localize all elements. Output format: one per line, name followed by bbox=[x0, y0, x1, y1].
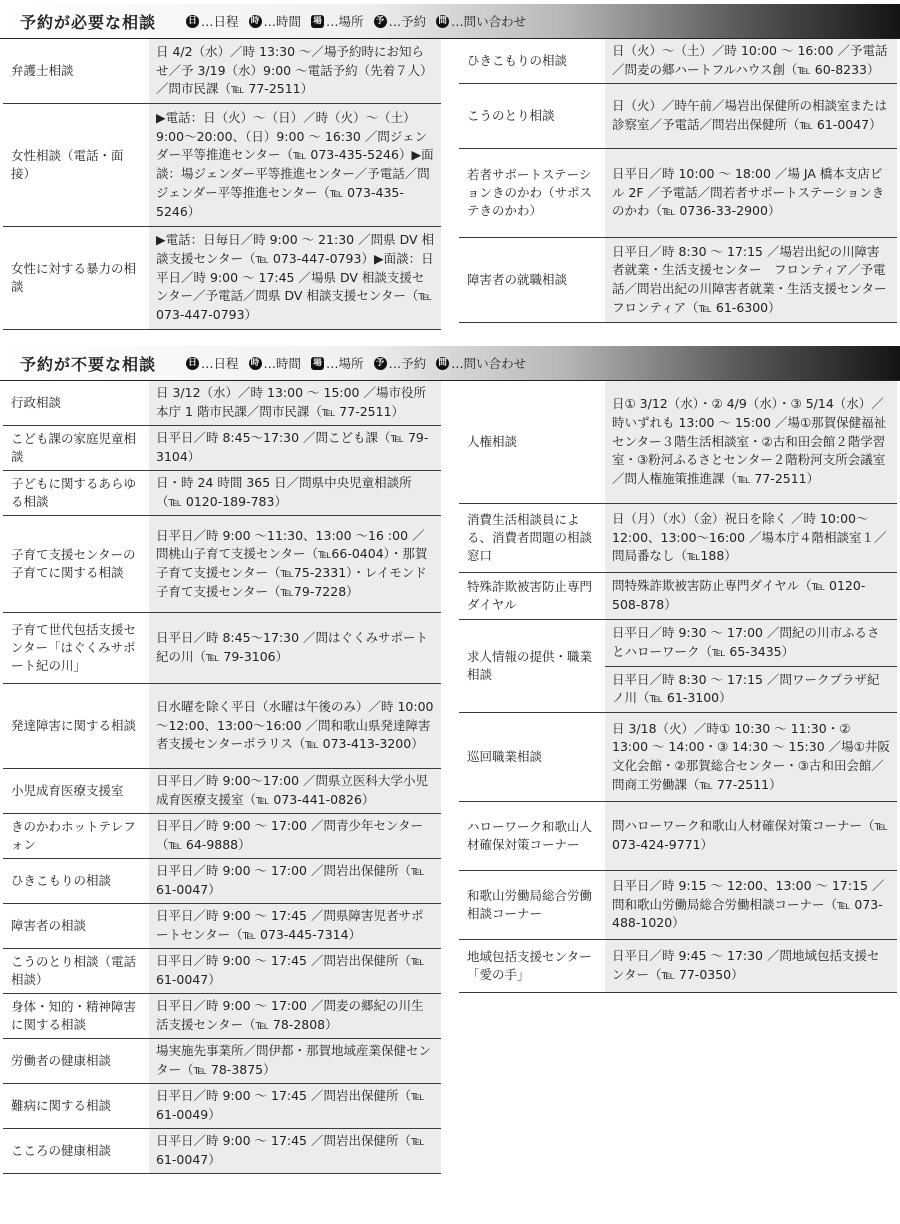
right-column bbox=[459, 39, 900, 330]
reservation-not-required-section bbox=[0, 346, 900, 1174]
consult-label: 女性相談（電話・面接） bbox=[3, 104, 149, 226]
consult-detail: 日平日／時 9:00 ～ 17:00 ／問岩出保健所（℡ 61-0047） bbox=[149, 859, 441, 903]
consult-detail: 日・時 24 時間 365 日／問県中央児童相談所（℡ 0120-189-783） bbox=[149, 471, 441, 515]
consult-detail: 日（火）／時午前／場岩出保健所の相談室または診察室／予電話／問岩出保健所（℡ 61-0047） bbox=[605, 84, 897, 148]
reservation-required-section bbox=[0, 4, 900, 330]
consult-label: 人権相談 bbox=[459, 381, 605, 503]
table-row bbox=[3, 1039, 441, 1084]
table-row bbox=[459, 504, 897, 573]
consult-label: 身体・知的・精神障害に関する相談 bbox=[3, 994, 149, 1038]
table-row bbox=[459, 871, 897, 940]
table-row bbox=[459, 620, 897, 713]
time-icon: 時 bbox=[249, 357, 262, 370]
legend-reserve: 予 …予約 bbox=[372, 12, 427, 30]
table-row bbox=[459, 39, 897, 84]
consult-label: 求人情報の提供・職業相談 bbox=[459, 620, 605, 712]
section-title: 予約が不要な相談 bbox=[20, 354, 157, 374]
consult-label: 女性に対する暴力の相談 bbox=[3, 227, 149, 329]
consult-detail: 日平日／時 10:00 ～ 18:00 ／場 JA 橋本支店ビル 2F ／予電話／問若者サポートステーションきのかわ（℡ 0736-33-2900） bbox=[605, 149, 897, 237]
consult-detail: 日 4/2（水）／時 13:30 ～／場予約時にお知らせ／予 3/19（水）9:00 ～電話予約（先着７人）／問市民課（℡ 77-2511） bbox=[149, 39, 441, 103]
table-row bbox=[3, 39, 441, 104]
place-icon: 場 bbox=[311, 357, 324, 370]
consult-label: 小児成育医療支援室 bbox=[3, 769, 149, 813]
legend-reserve: 予 …予約 bbox=[372, 354, 427, 372]
consult-detail: 日平日／時 8:30 ～ 17:15 ／問ワークプラザ紀ノ川（℡ 61-3100） bbox=[605, 666, 897, 713]
table-row bbox=[459, 149, 897, 238]
legend-date: 日 …日程 bbox=[184, 354, 239, 372]
legend-place: 場 …場所 bbox=[309, 354, 364, 372]
table-row bbox=[3, 904, 441, 949]
consult-detail: ▶電話：日（火）～（日）／時（火）～（土）9:00～20:00、（日）9:00 ～ 16:30 ／問ジェンダー平等推進センター（℡ 073-435-5246）▶面談：場ジェンダー平等推進センター／予電話／問ジェンダー平等推進センター（℡ 073-435-5246） bbox=[149, 104, 441, 226]
consult-label: 巡回職業相談 bbox=[459, 713, 605, 801]
consult-label: こども課の家庭児童相談 bbox=[3, 426, 149, 470]
consult-detail: 日平日／時 9:00 ～ 17:45 ／問岩出保健所（℡ 61-0047） bbox=[149, 949, 441, 993]
inquiry-icon: 問 bbox=[436, 357, 449, 370]
consult-detail: 日 3/12（水）／時 13:00 ～ 15:00 ／場市役所本庁 1 階市民課／問市民課（℡ 77-2511） bbox=[149, 381, 441, 425]
consult-detail: 日平日／時 9:00 ～ 17:45 ／問県障害児者サポートセンター（℡ 073-445-7314） bbox=[149, 904, 441, 948]
consult-detail: 問特殊詐欺被害防止専門ダイヤル（℡ 0120-508-878） bbox=[605, 573, 897, 619]
table-row bbox=[3, 516, 441, 613]
consult-label: きのかわホットテレフォン bbox=[3, 814, 149, 858]
consult-detail: 日平日／時 8:30 ～ 17:15 ／場岩出紀の川障害者就業・生活支援センター フロンティア／予電話／問岩出紀の川障害者就業・生活支援センター フロンティア（℡ 61-6300） bbox=[605, 238, 897, 322]
legend-place: 場 …場所 bbox=[309, 12, 364, 30]
consult-detail: 日平日／時 9:30 ～ 17:00 ／問紀の川市ふるさとハローワーク（℡ 65-3435） bbox=[612, 625, 880, 659]
legend bbox=[184, 354, 534, 372]
legend bbox=[184, 12, 534, 30]
table-row bbox=[3, 684, 441, 769]
section-title: 予約が必要な相談 bbox=[20, 12, 157, 32]
table-row bbox=[459, 713, 897, 802]
consult-detail: 日 3/18（火）／時① 10:30 ～ 11:30・② 13:00 ～ 14:00・③ 14:30 ～ 15:30 ／場①井阪文化会館・②那賀総合センター・③古和田会館／問商工労働課（℡ 77-2511） bbox=[605, 713, 897, 801]
right-column bbox=[459, 381, 897, 1174]
table-row bbox=[3, 949, 441, 994]
consult-label: こうのとり相談 bbox=[459, 84, 605, 148]
legend-time: 時 …時間 bbox=[247, 12, 302, 30]
consult-label: 消費生活相談員による、消費者問題の相談窓口 bbox=[459, 504, 605, 572]
consult-detail: 日平日／時 8:45～17:30 ／問こども課（℡ 79-3104） bbox=[149, 426, 441, 470]
table-row bbox=[3, 1084, 441, 1129]
left-column bbox=[3, 39, 441, 330]
consult-detail: 問ハローワーク和歌山人材確保対策コーナー（℡ 073-424-9771） bbox=[605, 802, 897, 870]
consult-label: こうのとり相談（電話相談） bbox=[3, 949, 149, 993]
table-row bbox=[3, 227, 441, 330]
legend-inquiry: 問 …問い合わせ bbox=[434, 12, 526, 30]
table-row bbox=[3, 104, 441, 227]
consult-label: 行政相談 bbox=[3, 381, 149, 425]
table-row bbox=[459, 573, 897, 620]
inquiry-icon: 問 bbox=[436, 15, 449, 28]
table-row bbox=[3, 381, 441, 426]
consult-label: ハローワーク和歌山人材確保対策コーナー bbox=[459, 802, 605, 870]
consult-detail: 日（火）～（土）／時 10:00 ～ 16:00 ／予電話／問麦の郷ハートフルハウス創（℡ 60-8233） bbox=[605, 39, 897, 83]
consult-detail: 日平日／時 9:00 ～ 17:45 ／問岩出保健所（℡ 61-0049） bbox=[149, 1084, 441, 1128]
consult-detail: 場実施先事業所／問伊都・那賀地域産業保健センター（℡ 78-3875） bbox=[149, 1039, 441, 1083]
table-row bbox=[3, 769, 441, 814]
consult-detail: 日（月）（水）（金）祝日を除く ／時 10:00～12:00、13:00～16:00 ／場本庁４階相談室１／問局番なし（℡188） bbox=[605, 504, 897, 572]
consult-label: ひきこもりの相談 bbox=[459, 39, 605, 83]
consult-label: 和歌山労働局総合労働相談コーナー bbox=[459, 871, 605, 939]
legend-inquiry: 問 …問い合わせ bbox=[434, 354, 526, 372]
consult-label: 弁護士相談 bbox=[3, 39, 149, 103]
table-row bbox=[3, 1129, 441, 1174]
consult-detail: 日平日／時 9:00 ～11:30、13:00 ～16 :00 ／問桃山子育て支援センター（℡66-0404）・那賀子育て支援センター（℡75-2331）・レイモンド子育て支援センター（℡79-7228） bbox=[149, 516, 441, 612]
consult-label: 地域包括支援センター「愛の手」 bbox=[459, 940, 605, 992]
left-column bbox=[3, 381, 441, 1174]
legend-date: 日 …日程 bbox=[184, 12, 239, 30]
table-row bbox=[459, 381, 897, 504]
consult-label: 労働者の健康相談 bbox=[3, 1039, 149, 1083]
table-row bbox=[459, 238, 900, 323]
legend-time: 時 …時間 bbox=[247, 354, 302, 372]
table-row bbox=[3, 994, 441, 1039]
consult-label: 障害者の就職相談 bbox=[459, 238, 605, 322]
consult-detail: 日① 3/12（水）・② 4/9（水）・③ 5/14（水）／時いずれも 13:00 ～ 15:00 ／場①那賀保健福祉センター３階生活相談室・②古和田会館２階学習室・③粉河ふるさとセンター２階粉河支所会議室／問人権施策推進課（℡ 77-2511） bbox=[605, 381, 897, 503]
consult-detail: ▶電話：日毎日／時 9:00 ～ 21:30 ／問県 DV 相談支援センター（℡ 073-447-0793）▶面談：日平日／時 9:00 ～ 17:45 ／場県 DV 相談支援センター／予電話／問県 DV 相談支援センター（℡ 073-447-0793） bbox=[149, 227, 441, 329]
table-row bbox=[459, 940, 897, 993]
table-row bbox=[3, 859, 441, 904]
consult-label: 子育て世代包括支援センター「はぐくみサポート紀の川」 bbox=[3, 613, 149, 683]
section-header bbox=[0, 4, 900, 39]
consult-detail: 日平日／時 9:00 ～ 17:00 ／問麦の郷紀の川生活支援センター（℡ 78-2808） bbox=[149, 994, 441, 1038]
consult-detail: 日水曜を除く平日（水曜は午後のみ）／時 10:00～12:00、13:00～16:00 ／問和歌山県発達障害者支援センターポラリス（℡ 073-413-3200） bbox=[149, 684, 441, 768]
consult-detail: 日平日／時 9:00 ～ 17:00 ／問青少年センター（℡ 64-9888） bbox=[149, 814, 441, 858]
place-icon: 場 bbox=[311, 15, 324, 28]
consult-label: 難病に関する相談 bbox=[3, 1084, 149, 1128]
consult-label: 特殊詐欺被害防止専門ダイヤル bbox=[459, 573, 605, 619]
date-icon: 日 bbox=[186, 15, 199, 28]
table-row bbox=[459, 802, 897, 871]
reserve-icon: 予 bbox=[374, 15, 387, 28]
consult-detail-group bbox=[605, 620, 897, 712]
consult-label: 発達障害に関する相談 bbox=[3, 684, 149, 768]
reserve-icon: 予 bbox=[374, 357, 387, 370]
section-header bbox=[0, 346, 900, 381]
consult-label: 子どもに関するあらゆる相談 bbox=[3, 471, 149, 515]
table-row bbox=[3, 471, 441, 516]
consult-label: 若者サポートステーションきのかわ（サポステきのかわ） bbox=[459, 149, 605, 237]
table-row bbox=[3, 814, 441, 859]
table-row bbox=[3, 613, 441, 684]
consult-detail: 日平日／時 9:00 ～ 17:45 ／問岩出保健所（℡ 61-0047） bbox=[149, 1129, 441, 1173]
table-row bbox=[459, 84, 897, 149]
time-icon: 時 bbox=[249, 15, 262, 28]
consult-detail: 日平日／時 9:00～17:00 ／問県立医科大学小児成育医療支援室（℡ 073-441-0826） bbox=[149, 769, 441, 813]
table-row bbox=[3, 426, 441, 471]
consult-detail: 日平日／時 9:45 ～ 17:30 ／問地域包括支援センター（℡ 77-0350） bbox=[605, 940, 897, 992]
consult-detail: 日平日／時 9:15 ～ 12:00、13:00 ～ 17:15 ／問和歌山労働局総合労働相談コーナー（℡ 073-488-1020） bbox=[605, 871, 897, 939]
consult-label: ひきこもりの相談 bbox=[3, 859, 149, 903]
date-icon: 日 bbox=[186, 357, 199, 370]
consult-label: 障害者の相談 bbox=[3, 904, 149, 948]
consult-label: こころの健康相談 bbox=[3, 1129, 149, 1173]
consult-label: 子育て支援センターの子育てに関する相談 bbox=[3, 516, 149, 612]
consult-detail: 日平日／時 8:45～17:30 ／問はぐくみサポート紀の川（℡ 79-3106） bbox=[149, 613, 441, 683]
